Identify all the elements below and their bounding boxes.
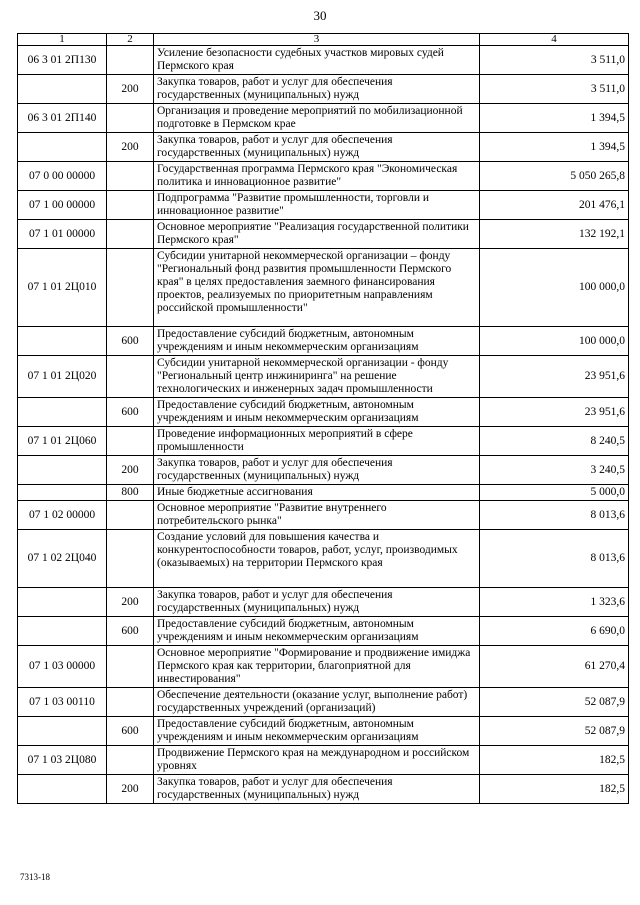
row-sum: 23 951,6 <box>480 398 629 427</box>
row-expense-type <box>107 746 154 775</box>
table-row <box>18 456 629 485</box>
row-expense-type <box>107 162 154 191</box>
row-sum: 100 000,0 <box>480 327 629 356</box>
row-name: Основное мероприятие "Развитие внутреннего потребительского рынка" <box>154 501 480 530</box>
row-expense-type <box>107 191 154 220</box>
row-code <box>18 456 107 485</box>
row-name: Субсидии унитарной некоммерческой организации – фонду "Региональный фонд развития промышленности Пермского края" в целях предоставления заемного финансирования проектов, реализуемых по приоритетным направлениям российской промышленности" <box>154 249 480 327</box>
row-code: 07 1 01 2Ц010 <box>18 249 107 327</box>
row-name: Предоставление субсидий бюджетным, автономным учреждениям и иным некоммерческим организациям <box>154 717 480 746</box>
table-row <box>18 646 629 688</box>
table-row <box>18 501 629 530</box>
row-expense-type <box>107 104 154 133</box>
row-name: Проведение информационных мероприятий в сфере промышленности <box>154 427 480 456</box>
row-expense-type: 200 <box>107 588 154 617</box>
column-header-3: 3 <box>154 34 480 46</box>
row-code <box>18 775 107 804</box>
page-number: 30 <box>313 8 327 23</box>
row-sum: 182,5 <box>480 746 629 775</box>
row-expense-type <box>107 501 154 530</box>
row-code: 06 3 01 2П130 <box>18 46 107 75</box>
row-code <box>18 398 107 427</box>
row-expense-type <box>107 688 154 717</box>
row-name: Усиление безопасности судебных участков мировых судей Пермского края <box>154 46 480 75</box>
table-row <box>18 717 629 746</box>
row-code: 07 0 00 00000 <box>18 162 107 191</box>
row-sum: 52 087,9 <box>480 717 629 746</box>
row-sum: 5 000,0 <box>480 485 629 501</box>
row-expense-type <box>107 220 154 249</box>
row-code <box>18 588 107 617</box>
row-sum: 3 511,0 <box>480 46 629 75</box>
row-sum: 5 050 265,8 <box>480 162 629 191</box>
row-name: Основное мероприятие "Реализация государственной политики Пермского края" <box>154 220 480 249</box>
table-row <box>18 133 629 162</box>
table-row <box>18 427 629 456</box>
row-name: Предоставление субсидий бюджетным, автономным учреждениям и иным некоммерческим организациям <box>154 327 480 356</box>
row-code: 07 1 01 2Ц060 <box>18 427 107 456</box>
row-expense-type <box>107 427 154 456</box>
row-sum: 3 240,5 <box>480 456 629 485</box>
row-expense-type <box>107 249 154 327</box>
row-expense-type: 600 <box>107 327 154 356</box>
row-code <box>18 485 107 501</box>
row-code: 07 1 01 00000 <box>18 220 107 249</box>
table-row <box>18 688 629 717</box>
table-row <box>18 104 629 133</box>
row-code: 07 1 03 2Ц080 <box>18 746 107 775</box>
row-sum: 132 192,1 <box>480 220 629 249</box>
row-code: 07 1 03 00110 <box>18 688 107 717</box>
row-expense-type: 200 <box>107 133 154 162</box>
table-row <box>18 398 629 427</box>
table-row <box>18 775 629 804</box>
row-name: Закупка товаров, работ и услуг для обеспечения государственных (муниципальных) нужд <box>154 133 480 162</box>
row-sum: 61 270,4 <box>480 646 629 688</box>
column-header-4: 4 <box>480 34 629 46</box>
row-expense-type: 200 <box>107 456 154 485</box>
column-header-2: 2 <box>107 34 154 46</box>
row-name: Государственная программа Пермского края "Экономическая политика и инновационное развитие" <box>154 162 480 191</box>
table-row <box>18 617 629 646</box>
row-name: Закупка товаров, работ и услуг для обеспечения государственных (муниципальных) нужд <box>154 456 480 485</box>
row-name: Предоставление субсидий бюджетным, автономным учреждениям и иным некоммерческим организациям <box>154 617 480 646</box>
table-row <box>18 327 629 356</box>
row-code <box>18 75 107 104</box>
row-name: Иные бюджетные ассигнования <box>154 485 480 501</box>
row-expense-type: 200 <box>107 75 154 104</box>
row-name: Создание условий для повышения качества и конкурентоспособности товаров, работ, услуг, производимых (оказываемых) на территории Пермского края <box>154 530 480 588</box>
row-expense-type: 600 <box>107 617 154 646</box>
row-sum: 23 951,6 <box>480 356 629 398</box>
table-row <box>18 356 629 398</box>
row-name: Закупка товаров, работ и услуг для обеспечения государственных (муниципальных) нужд <box>154 75 480 104</box>
row-code: 07 1 02 2Ц040 <box>18 530 107 588</box>
row-name: Подпрограмма "Развитие промышленности, торговли и инновационное развитие" <box>154 191 480 220</box>
document-code: 7313-18 <box>20 872 50 882</box>
row-expense-type <box>107 46 154 75</box>
row-code <box>18 133 107 162</box>
table-body <box>18 46 629 804</box>
row-code <box>18 327 107 356</box>
table-row <box>18 162 629 191</box>
row-expense-type <box>107 530 154 588</box>
row-name: Субсидии унитарной некоммерческой организации - фонду "Региональный центр инжиниринга" на решение технологических и инженерных задач промышленности <box>154 356 480 398</box>
table-row <box>18 75 629 104</box>
row-code <box>18 717 107 746</box>
row-expense-type: 600 <box>107 398 154 427</box>
table-row <box>18 588 629 617</box>
row-sum: 100 000,0 <box>480 249 629 327</box>
row-sum: 52 087,9 <box>480 688 629 717</box>
row-name: Организация и проведение мероприятий по мобилизационной подготовке в Пермском крае <box>154 104 480 133</box>
table-row <box>18 485 629 501</box>
row-sum: 1 394,5 <box>480 133 629 162</box>
row-name: Закупка товаров, работ и услуг для обеспечения государственных (муниципальных) нужд <box>154 588 480 617</box>
table-row <box>18 746 629 775</box>
row-name: Основное мероприятие "Формирование и продвижение имиджа Пермского края как территории, благоприятной для инвестирования" <box>154 646 480 688</box>
row-code: 07 1 00 00000 <box>18 191 107 220</box>
row-sum: 3 511,0 <box>480 75 629 104</box>
row-code: 07 1 03 00000 <box>18 646 107 688</box>
row-sum: 182,5 <box>480 775 629 804</box>
budget-table <box>17 33 629 804</box>
table-header-row <box>18 34 629 46</box>
row-name: Закупка товаров, работ и услуг для обеспечения государственных (муниципальных) нужд <box>154 775 480 804</box>
table-row <box>18 249 629 327</box>
table-row <box>18 530 629 588</box>
row-expense-type: 800 <box>107 485 154 501</box>
row-sum: 8 013,6 <box>480 501 629 530</box>
row-code <box>18 617 107 646</box>
table-row <box>18 220 629 249</box>
row-expense-type: 600 <box>107 717 154 746</box>
row-sum: 1 323,6 <box>480 588 629 617</box>
row-name: Предоставление субсидий бюджетным, автономным учреждениям и иным некоммерческим организациям <box>154 398 480 427</box>
row-name: Продвижение Пермского края на международном и российском уровнях <box>154 746 480 775</box>
table-row <box>18 46 629 75</box>
row-expense-type <box>107 646 154 688</box>
row-expense-type: 200 <box>107 775 154 804</box>
row-sum: 6 690,0 <box>480 617 629 646</box>
table-row <box>18 191 629 220</box>
row-sum: 201 476,1 <box>480 191 629 220</box>
row-code: 07 1 02 00000 <box>18 501 107 530</box>
row-code: 07 1 01 2Ц020 <box>18 356 107 398</box>
row-sum: 1 394,5 <box>480 104 629 133</box>
row-sum: 8 013,6 <box>480 530 629 588</box>
row-sum: 8 240,5 <box>480 427 629 456</box>
row-code: 06 3 01 2П140 <box>18 104 107 133</box>
column-header-1: 1 <box>18 34 107 46</box>
row-expense-type <box>107 356 154 398</box>
row-name: Обеспечение деятельности (оказание услуг, выполнение работ) государственных учреждений (организаций) <box>154 688 480 717</box>
